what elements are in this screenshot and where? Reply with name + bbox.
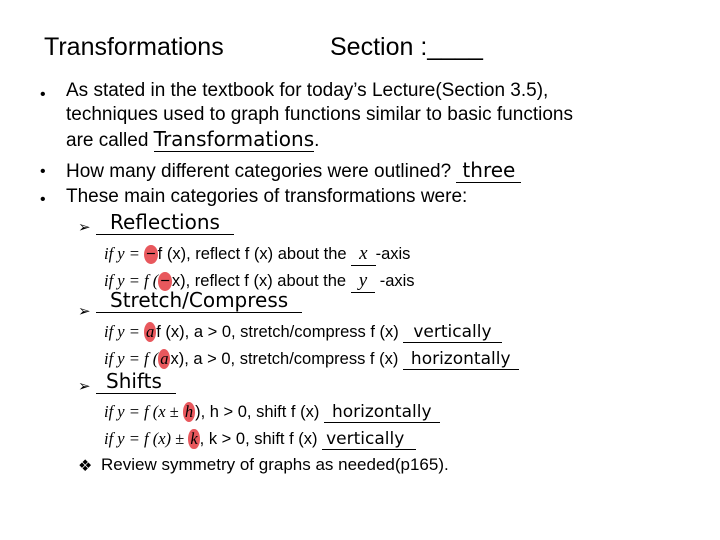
answer-x: x — [351, 243, 375, 266]
rule-text: f (x), reflect f (x) about the — [157, 245, 347, 263]
bullet-icon: • — [40, 163, 46, 180]
highlight-mark: a — [160, 349, 169, 368]
highlight-mark: − — [160, 272, 170, 290]
section-blank: ____ — [427, 33, 483, 61]
rule-text: -axis — [379, 272, 415, 290]
arrow-icon: ➢ — [78, 303, 91, 320]
arrow-icon: ➢ — [78, 219, 91, 236]
rule-text: , k > 0, shift f (x) — [199, 430, 318, 448]
answer-reflections: Reflections — [96, 210, 234, 235]
bullet-icon: • — [40, 86, 46, 103]
bullet-1-line-1: As stated in the textbook for today’s Lecture(Section 3.5), — [66, 80, 549, 101]
answer-horizontally: horizontally — [403, 349, 519, 370]
highlight-mark: a — [146, 322, 155, 341]
bullet-2-text — [66, 158, 521, 183]
shift-rule-2 — [104, 429, 416, 450]
review-text: Review symmetry of graphs as needed(p165). — [101, 455, 449, 474]
bullet-2-question: How many different categories were outlined? — [66, 161, 452, 182]
stretch-rule-1 — [104, 322, 502, 343]
answer-y: y — [351, 270, 375, 293]
category-stretch — [96, 288, 302, 313]
bullet-icon: • — [40, 191, 46, 208]
rule-text: if y = f (x) ± — [104, 429, 189, 448]
highlight-mark: h — [184, 402, 194, 421]
shift-rule-1 — [104, 402, 440, 423]
section-label — [330, 33, 483, 62]
rule-text: x), reflect f (x) about the — [171, 272, 347, 290]
category-reflections — [96, 210, 234, 235]
rule-text: if y = — [104, 322, 145, 341]
rule-text: f (x), a > 0, stretch/compress f (x) — [156, 323, 399, 341]
answer-three: three — [456, 158, 521, 183]
slide-title: Transformations — [44, 33, 224, 61]
highlight-mark: − — [146, 245, 156, 263]
rule-text: ), h > 0, shift f (x) — [195, 403, 320, 421]
category-shifts — [96, 369, 176, 394]
bullet-1-period: . — [314, 130, 320, 151]
reflection-rule-1 — [104, 243, 410, 266]
arrow-icon: ➢ — [78, 378, 91, 395]
rule-text: if y = f ( — [104, 271, 159, 290]
rule-text: if y = — [104, 244, 145, 263]
section-label-text: Section : — [330, 33, 428, 61]
rule-text: -axis — [375, 245, 411, 263]
stretch-rule-2 — [104, 349, 519, 370]
highlight-mark: k — [190, 429, 198, 448]
bullet-3-text: These main categories of transformations were: — [66, 186, 468, 207]
answer-vertically: vertically — [403, 322, 501, 343]
diamond-icon: ❖ — [78, 458, 93, 475]
bullet-1-prefix: are called — [66, 130, 149, 151]
rule-text: x), a > 0, stretch/compress f (x) — [170, 350, 399, 368]
bullet-1-line-2: techniques used to graph functions similar to basic functions — [66, 104, 573, 125]
answer-shifts: Shifts — [96, 369, 176, 394]
answer-vertically: vertically — [322, 429, 416, 450]
rule-text: if y = f (x ± — [104, 402, 183, 421]
rule-text: if y = f ( — [104, 349, 159, 368]
answer-stretch-compress: Stretch/Compress — [96, 288, 302, 313]
bullet-1-line-3 — [66, 127, 319, 152]
answer-transformations: Transformations — [153, 127, 315, 151]
answer-horizontally: horizontally — [324, 402, 440, 423]
